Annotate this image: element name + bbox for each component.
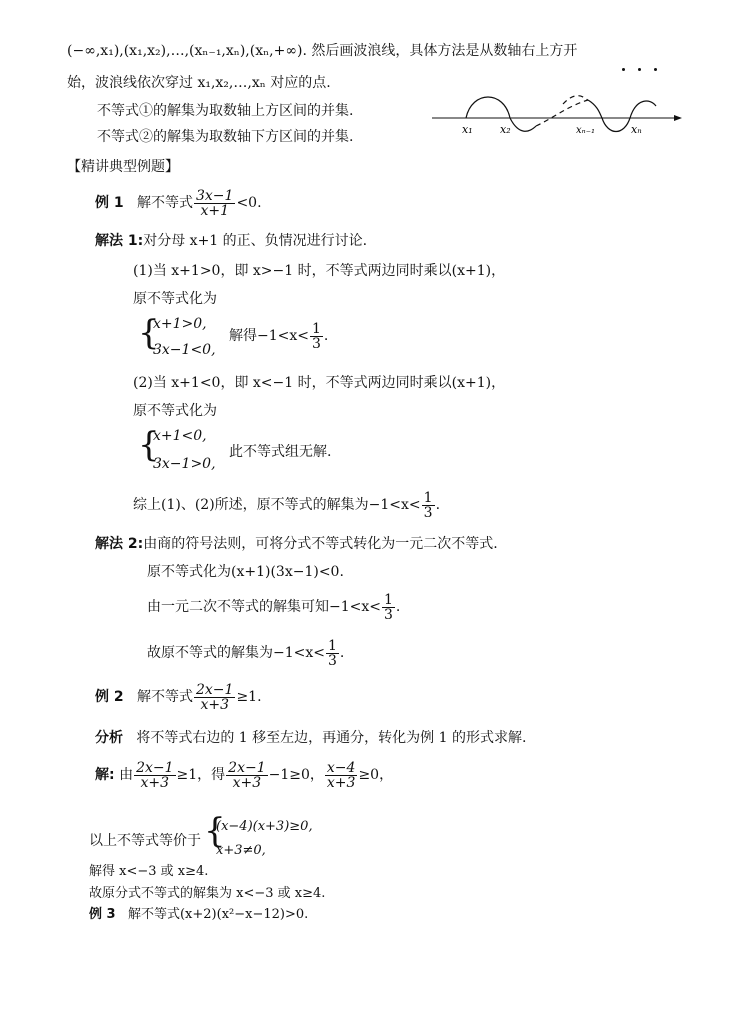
example-1-label: 例 1: [95, 195, 124, 211]
example-2-relation: ≥1.: [236, 689, 262, 705]
line-text: 由一元二次不等式的解集可知−1<x<: [147, 599, 381, 615]
method-2-line-1: 原不等式化为(x+1)(3x−1)<0.: [147, 564, 344, 580]
fraction-denominator: x+3: [232, 774, 262, 791]
fraction-denominator: x+3: [326, 774, 356, 791]
label-xn: xₙ: [631, 123, 642, 136]
wave-diagram: [428, 92, 688, 138]
fraction-denominator: x+3: [140, 774, 170, 791]
period: .: [395, 599, 401, 615]
solution-text: −1≥0，: [268, 767, 324, 783]
fraction-numerator: 3x−1: [195, 187, 234, 204]
fraction-numerator: 2x−1: [228, 759, 266, 776]
fraction-denominator: 3: [328, 652, 337, 669]
method-2-heading: [95, 535, 498, 553]
method-1-conclusion: [133, 490, 440, 520]
fraction-numerator: 2x−1: [195, 681, 234, 698]
wave-arc-above-2: [630, 101, 656, 118]
analysis: [95, 729, 526, 747]
example-1-fraction: [194, 189, 235, 218]
conclusion-text: 综上(1)、(2)所述，原不等式的解集为−1<x<: [133, 497, 421, 513]
system-1-a: x+1>0,: [153, 316, 207, 332]
example-3-label: 例 3: [89, 907, 116, 922]
method-2-line-3: [147, 638, 344, 668]
case-1-reduce: 原不等式化为: [133, 291, 217, 307]
line-text: 故原不等式的解集为−1<x<: [147, 645, 325, 661]
wave-arc-above: [466, 97, 510, 118]
case-2: (2)当 x+1<0，即 x<−1 时，不等式两边同时乘以(x+1)，: [133, 375, 506, 391]
method-2-line-2: [147, 592, 400, 622]
method-1-heading: [95, 232, 367, 250]
system-2-solution: 此不等式组无解.: [229, 444, 332, 460]
solution-fraction-3: [325, 761, 358, 790]
system-brace: {: [204, 811, 226, 851]
fraction-denominator: x+1: [200, 202, 229, 219]
solution-text: ≥0，: [358, 767, 394, 783]
example-2-fraction: [194, 683, 235, 712]
method-2-text: 由商的符号法则，可将分式不等式转化为一元二次不等式.: [143, 536, 498, 552]
fraction-numerator: 2x−1: [136, 759, 174, 776]
solution-result: 解得 x<−3 或 x≥4.: [89, 864, 209, 879]
intro-line-2: 始，波浪线依次穿过 x₁,x₂,…,xₙ 对应的点.: [67, 75, 331, 91]
axis-arrow-icon: [674, 115, 682, 121]
period: .: [435, 497, 441, 513]
system-2-a: x+1<0,: [153, 428, 207, 444]
system-1-solution: [229, 321, 328, 351]
solution-text: 解得−1<x<: [229, 328, 309, 344]
solution-label: 解:: [95, 767, 115, 783]
example-2-prompt: 解不等式: [136, 689, 193, 705]
fraction-numerator: 1: [328, 637, 337, 654]
fraction-numerator: x−4: [326, 759, 356, 776]
analysis-text: 将不等式右边的 1 移至左边，再通分，转化为例 1 的形式求解.: [136, 730, 527, 746]
system-1-b: 3x−1<0,: [153, 342, 216, 358]
case-2-reduce: 原不等式化为: [133, 403, 217, 419]
fraction-denominator: 3: [423, 504, 433, 521]
emphasis-dot: [638, 68, 641, 71]
fraction-numerator: 1: [384, 591, 393, 608]
fraction-one-third: [326, 639, 339, 668]
system-brace: {: [138, 313, 160, 353]
method-1-text: 对分母 x+1 的正、负情况进行讨论.: [143, 233, 368, 249]
system-3-b: x+3≠0,: [216, 843, 266, 858]
fraction-denominator: x+3: [200, 696, 229, 713]
system-2-b: 3x−1>0,: [153, 456, 216, 472]
wave-to-xn-1: [588, 100, 602, 118]
emphasis-dot: [654, 68, 657, 71]
method-2-label: 解法 2:: [95, 536, 144, 552]
example-1: [95, 186, 262, 220]
example-2: [95, 680, 262, 714]
label-x1: x₁: [462, 123, 473, 136]
example-2-solution: [95, 758, 393, 792]
solution-text: ≥1，得: [176, 767, 226, 783]
rule-upper: 不等式①的解集为取数轴上方区间的并集.: [97, 103, 354, 119]
example-3-text: 解不等式(x+2)(x²−x−12)>0.: [127, 907, 309, 922]
emphasis-dot: [622, 68, 625, 71]
analysis-label: 分析: [95, 730, 123, 746]
example-2-label: 例 2: [95, 689, 124, 705]
label-xn-1: xₙ₋₁: [576, 125, 595, 136]
wave-arc-below-2: [602, 118, 630, 132]
fraction-denominator: 3: [384, 606, 393, 623]
fraction-one-third: [310, 322, 323, 351]
section-title: 【精讲典型例题】: [67, 159, 179, 175]
fraction-denominator: 3: [312, 335, 321, 352]
case-1: (1)当 x+1>0，即 x>−1 时，不等式两边同时乘以(x+1)，: [133, 263, 506, 279]
equivalent-text: 以上不等式等价于: [89, 833, 201, 849]
fraction-one-third: [422, 491, 435, 520]
period: .: [339, 645, 345, 661]
fraction-numerator: 1: [423, 489, 433, 506]
solution-fraction-2: [226, 761, 267, 790]
fraction-numerator: 1: [312, 320, 321, 337]
solution-final: 故原分式不等式的解集为 x<−3 或 x≥4.: [89, 886, 326, 901]
wave-arc-below: [510, 118, 536, 131]
solution-text: 由: [119, 767, 134, 783]
method-1-label: 解法 1:: [95, 233, 144, 249]
fraction-one-third: [382, 593, 395, 622]
label-x2: x₂: [500, 123, 511, 136]
system-3-a: (x−4)(x+3)≥0,: [216, 819, 313, 834]
intro-line-1: (−∞,x₁),(x₁,x₂),…,(xₙ₋₁,xₙ),(xₙ,+∞). 然后画波浪线，具体方法是从数轴右上方开: [67, 43, 578, 59]
wave-dashed: [536, 100, 588, 126]
example-3: [89, 906, 308, 924]
period: .: [323, 328, 329, 344]
example-1-relation: <0.: [236, 195, 262, 211]
example-1-prompt: 解不等式: [136, 195, 193, 211]
solution-fraction-1: [134, 761, 175, 790]
wave-dashed-upper: [563, 96, 588, 104]
rule-lower: 不等式②的解集为取数轴下方区间的并集.: [97, 129, 354, 145]
system-brace: {: [138, 425, 160, 465]
